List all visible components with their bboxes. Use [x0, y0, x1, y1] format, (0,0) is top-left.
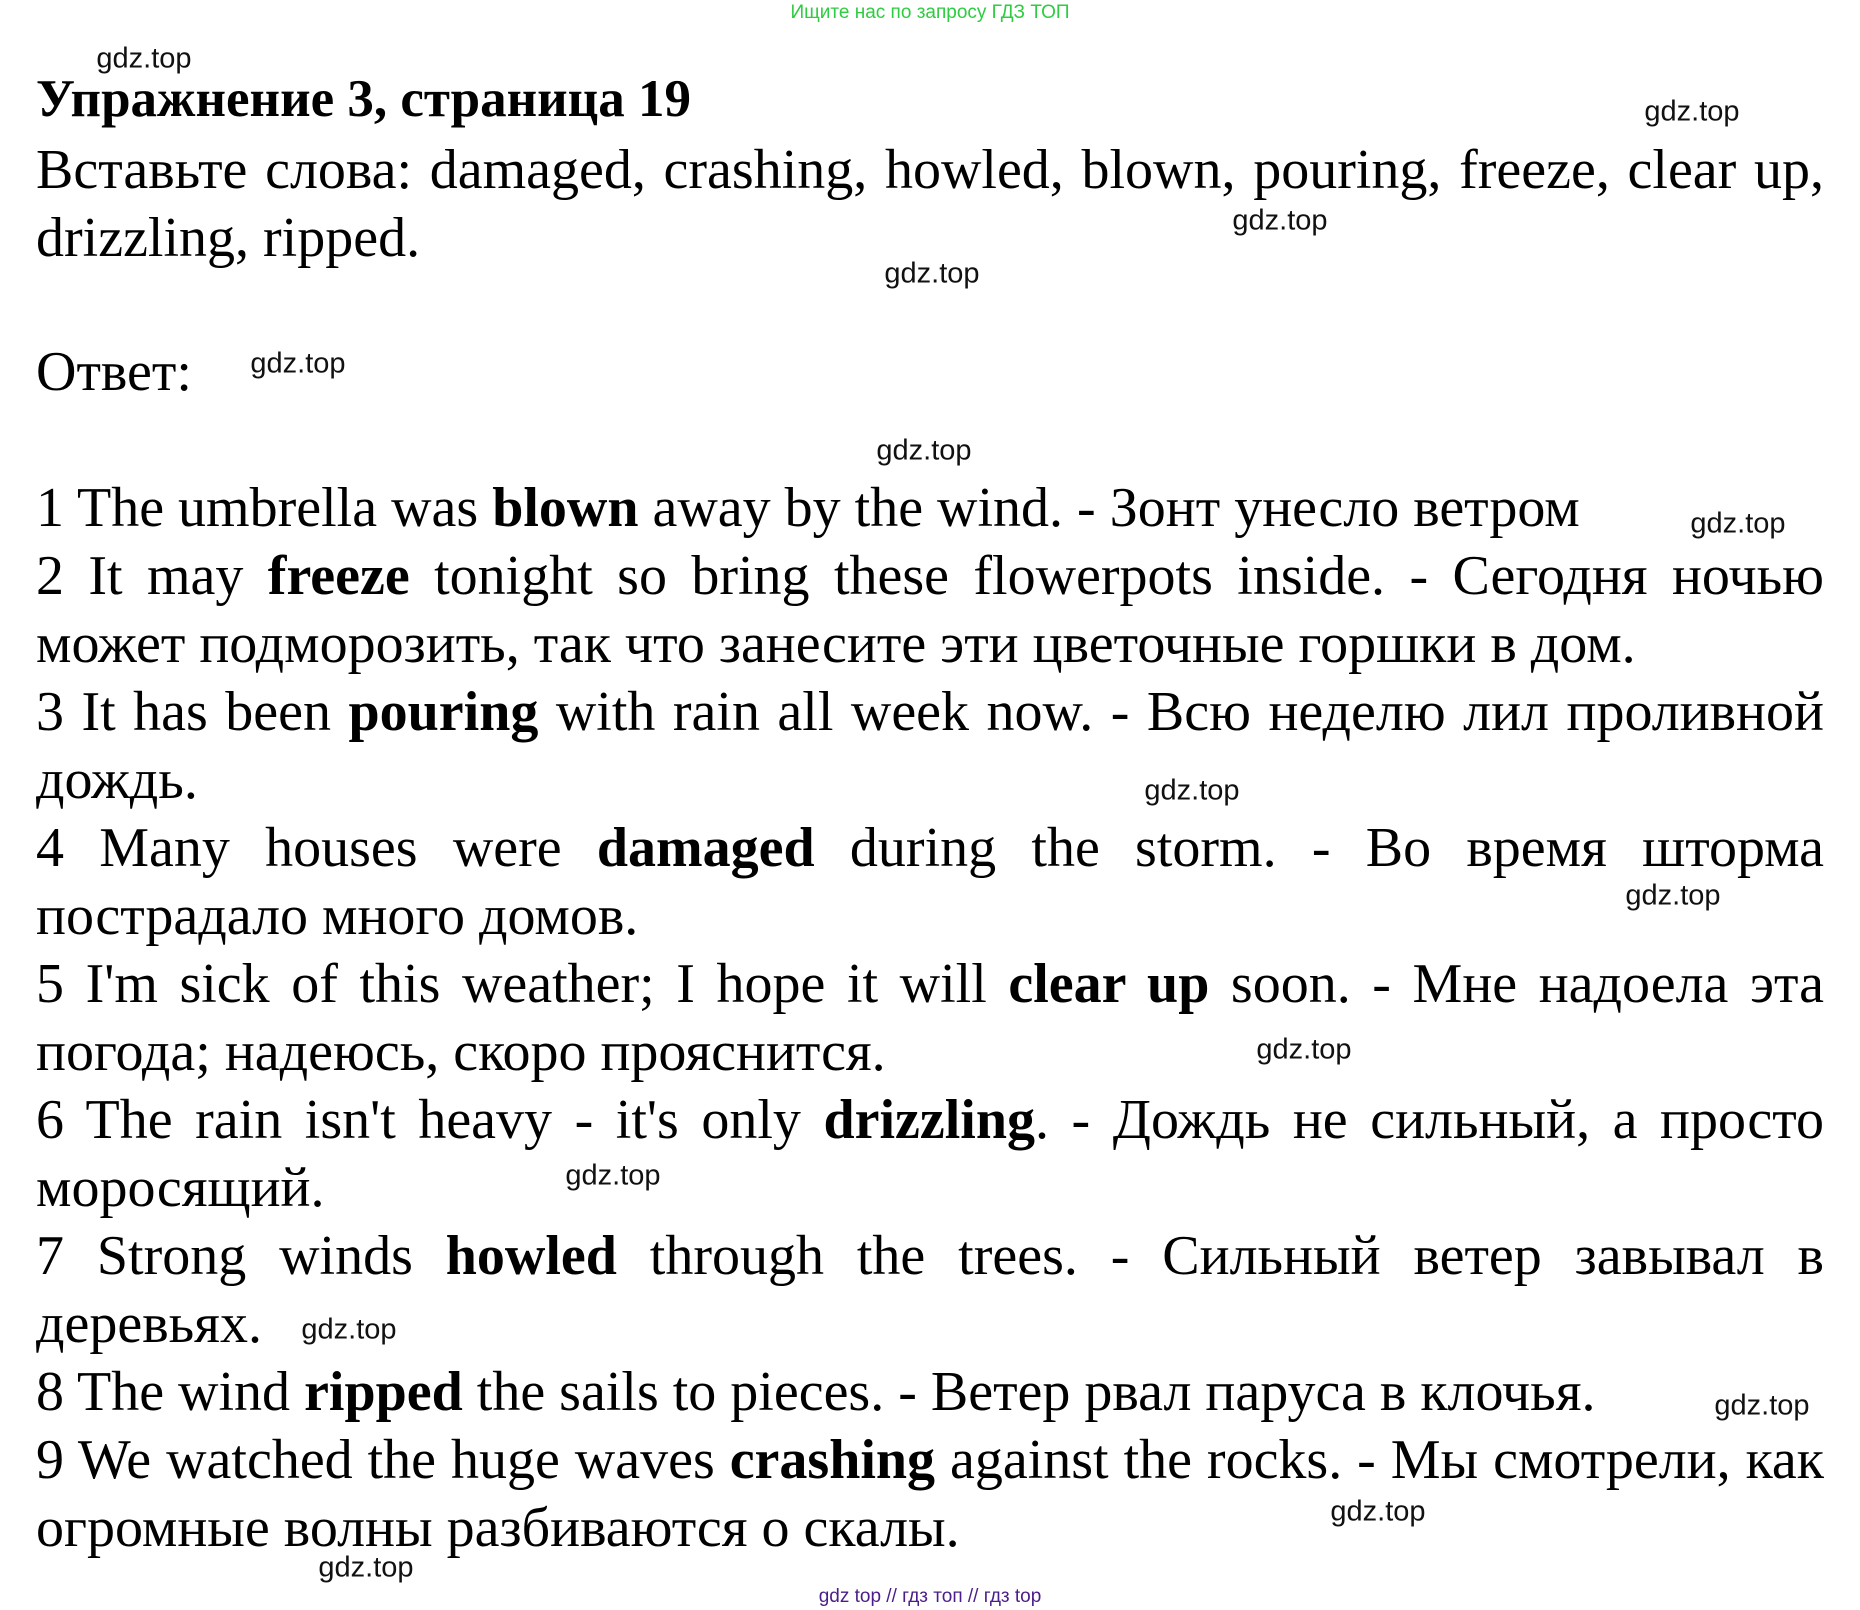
watermark: gdz.top: [1714, 1389, 1810, 1422]
item-answer: damaged: [596, 817, 815, 879]
watermark: gdz.top: [876, 434, 972, 467]
list-item: [36, 1086, 1824, 1222]
list-item: [36, 1358, 1824, 1426]
item-text: 8 The wind: [36, 1361, 305, 1423]
item-text: tonight so bring these flowerpots inside. - Сегодня ночью может подморозить, так что занесите эти цветочные горшки в дом.: [36, 545, 1824, 675]
list-item: [36, 542, 1824, 678]
item-text: 5 I'm sick of this weather; I hope it will: [36, 953, 1009, 1015]
list-item: [36, 474, 1824, 542]
watermark: gdz.top: [1690, 507, 1786, 540]
item-text: 7 Strong winds: [36, 1225, 446, 1287]
watermark: gdz.top: [96, 42, 192, 75]
watermark: gdz.top: [1625, 879, 1721, 912]
search-banner[interactable]: Ищите нас по запросу ГДЗ ТОП: [790, 2, 1070, 23]
item-text: 1 The umbrella was: [36, 477, 493, 539]
page-title: Упражнение 3, страница 19: [36, 70, 691, 128]
item-answer: pouring: [348, 681, 539, 743]
item-text: 2 It may: [36, 545, 268, 607]
item-answer: clear up: [1008, 953, 1210, 1015]
item-answer: crashing: [729, 1429, 936, 1491]
item-answer: freeze: [267, 545, 410, 607]
watermark: gdz.top: [318, 1551, 414, 1584]
item-text: 3 It has been: [36, 681, 349, 743]
item-text: . - Дождь не сильный, а просто моросящий.: [36, 1089, 1825, 1219]
watermark: gdz.top: [1330, 1495, 1426, 1528]
item-text: during the storm. - Во время шторма пострадало много домов.: [36, 817, 1825, 947]
item-text: the sails to pieces. - Ветер рвал паруса в клочья.: [462, 1361, 1596, 1423]
item-answer: howled: [445, 1225, 617, 1287]
watermark: gdz.top: [884, 257, 980, 290]
item-text: through the trees. - Сильный ветер завывал в деревьях.: [36, 1225, 1825, 1355]
item-answer: drizzling: [823, 1089, 1035, 1151]
item-text: 4 Many houses were: [36, 817, 597, 879]
watermark: gdz.top: [301, 1313, 397, 1346]
item-text: away by the wind. - Зонт унесло ветром: [638, 477, 1580, 539]
list-item: [36, 678, 1824, 814]
watermark: gdz.top: [1144, 774, 1240, 807]
list-item: [36, 950, 1824, 1086]
item-text: 9 We watched the huge waves: [36, 1429, 730, 1491]
list-item: [36, 814, 1824, 950]
watermark: gdz.top: [1232, 204, 1328, 237]
item-text: 6 The rain isn't heavy - it's only: [36, 1089, 824, 1151]
exercise-instruction: Вставьте слова: damaged, crashing, howled, blown, pouring, freeze, clear up, drizzling, ripped.: [36, 139, 1824, 269]
watermark: gdz.top: [565, 1159, 661, 1192]
item-text: against the rocks. - Мы смотрели, как огромные волны разбиваются о скалы.: [36, 1429, 1824, 1559]
item-text: with rain all week now. - Всю неделю лил проливной дождь.: [36, 681, 1824, 811]
watermark: gdz.top: [1644, 95, 1740, 128]
list-item: [36, 1426, 1824, 1562]
item-answer: ripped: [304, 1361, 463, 1423]
watermark: gdz.top: [250, 347, 346, 380]
footer-links[interactable]: gdz top // гдз топ // гдз top: [818, 1586, 1042, 1607]
answer-label: Ответ:: [36, 341, 192, 403]
answer-list: [36, 474, 1824, 1562]
item-answer: blown: [492, 477, 639, 539]
watermark: gdz.top: [1256, 1033, 1352, 1066]
item-text: soon. - Мне надоела эта погода; надеюсь, скоро прояснится.: [36, 953, 1824, 1083]
